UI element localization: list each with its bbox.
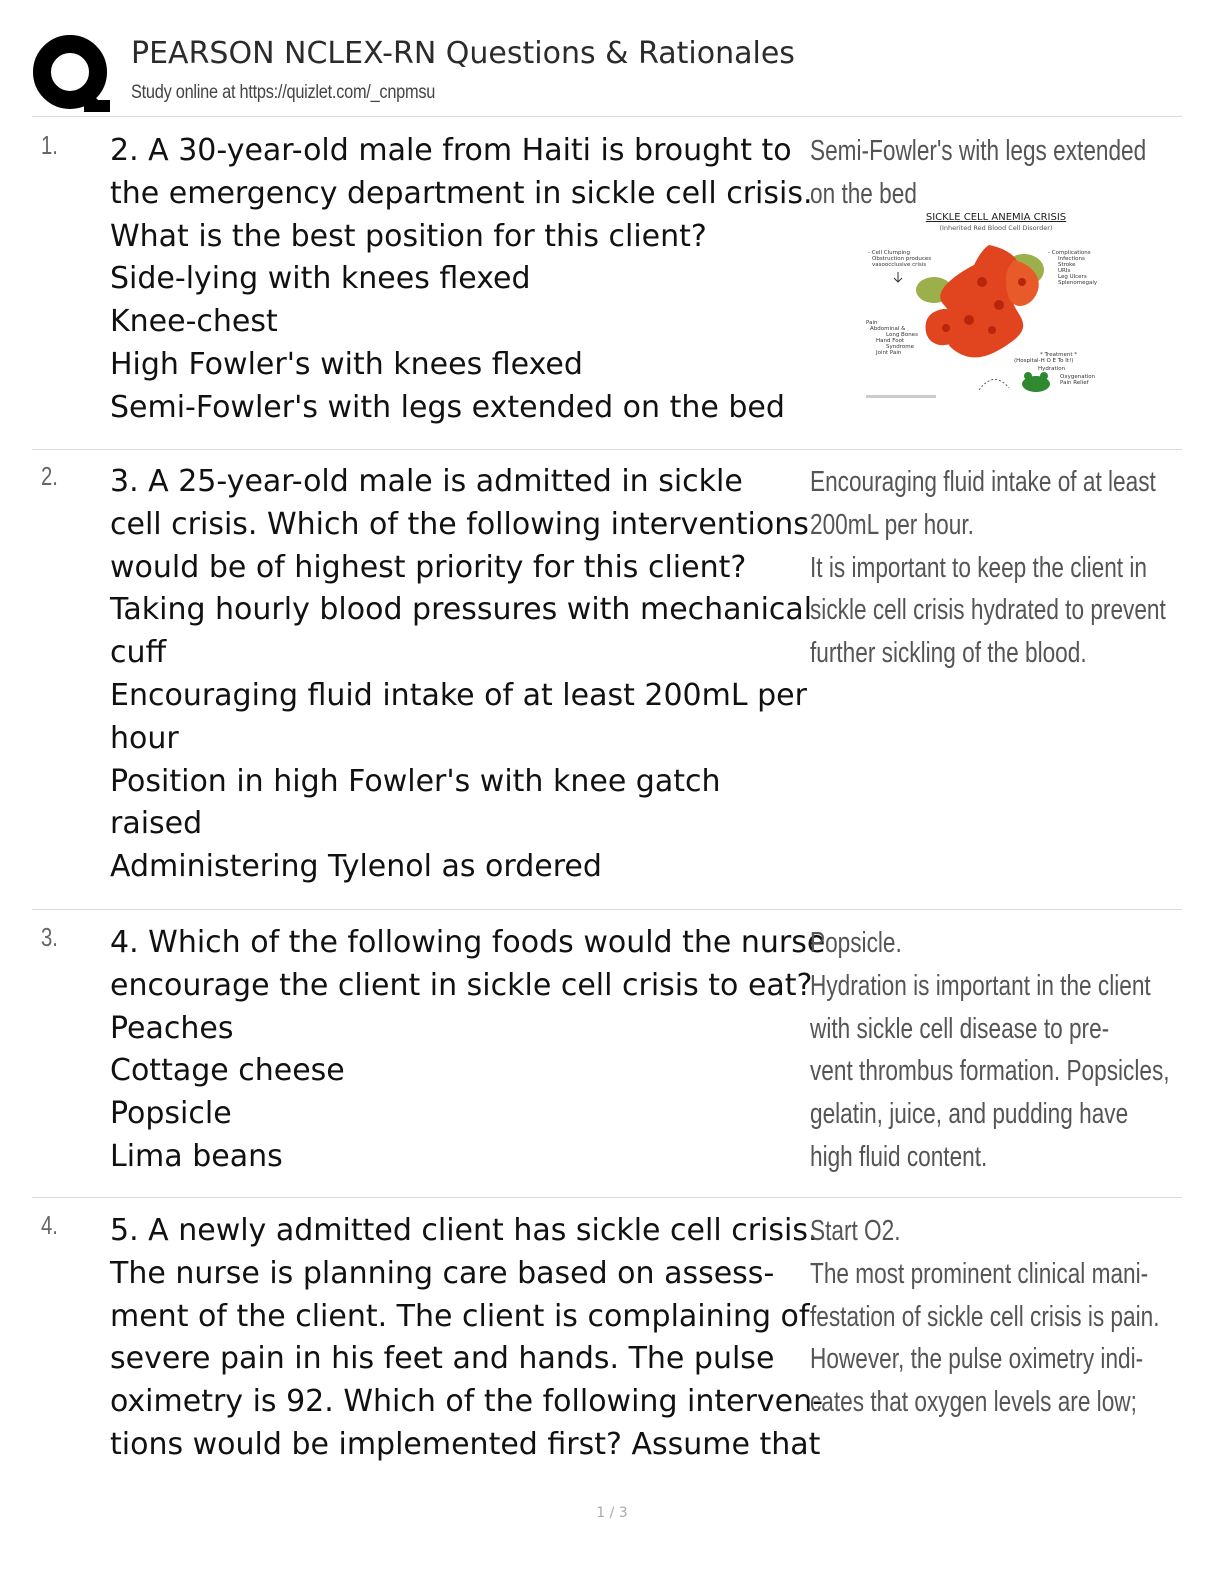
diagram-label: * Treatment * [1040, 352, 1077, 358]
study-link-text: Study online at https://quizlet.com/_cnpmsu [131, 82, 436, 103]
diagram-label: Pain Relief [1060, 380, 1089, 386]
term-line: hour [110, 720, 179, 756]
diagram-label: Syndrome [886, 344, 914, 350]
definition-line: gelatin, juice, and pudding have [810, 1098, 1129, 1131]
definition-line: 200mL per hour. [810, 508, 974, 541]
term-line: oximetry is 92. Which of the following interven- [110, 1384, 823, 1420]
diagram-label: Abdominal & [870, 326, 906, 332]
term-line: 4. Which of the following foods would the nurse [110, 925, 826, 960]
term-line: Taking hourly blood pressures with mechanical [110, 592, 813, 628]
diagram-label: Pain [866, 320, 878, 326]
term-line: Popsicle [110, 1096, 232, 1132]
term-line: 5. A newly admitted client has sickle cell crisis. [110, 1213, 818, 1248]
term-line: The nurse is planning care based on assess- [110, 1255, 775, 1291]
quizlet-logo-icon [32, 34, 112, 114]
definition-line: Semi-Fowler's with legs extended [810, 135, 1147, 167]
definition-line: festation of sickle cell crisis is pain. [810, 1300, 1160, 1333]
card-term [110, 461, 813, 889]
diagram-label: Hydration [1038, 366, 1066, 372]
diagram-label: URIs [1058, 268, 1071, 274]
flashcard-2 [32, 461, 1182, 901]
card-definition [810, 922, 1224, 1179]
card-number: 1. [41, 130, 58, 160]
term-line: Cottage cheese [110, 1053, 345, 1089]
card-number: 2. [41, 461, 58, 491]
flashcard-1 [32, 130, 1182, 438]
diagram-label: (Hospital-H O E To It!) [1014, 358, 1074, 364]
card-term [110, 922, 826, 1179]
diagram-label: Leg Ulcers [1058, 274, 1087, 280]
definition-line: further sickling of the blood. [810, 637, 1087, 670]
term-line: Knee-chest [110, 304, 278, 340]
card-number: 3. [41, 922, 58, 952]
definition-line: vent thrombus formation. Popsicles, [810, 1055, 1170, 1088]
term-line: Administering Tylenol as ordered [110, 849, 602, 885]
term-line: What is the best position for this client? [110, 218, 707, 254]
term-line: High Fowler's with knees flexed [110, 346, 583, 382]
term-line: Peaches [110, 1010, 234, 1046]
definition-line: However, the pulse oximetry indi- [810, 1343, 1144, 1376]
card-term [110, 1210, 823, 1467]
diagram-label: Obstruction produces [872, 256, 932, 262]
card-definition [810, 461, 1224, 675]
definition-line: on the bed [810, 177, 917, 210]
page-header [32, 30, 1192, 116]
definition-line: Encouraging fluid intake of at least [810, 466, 1156, 498]
definition-line: Hydration is important in the client [810, 969, 1151, 1002]
card-definition [810, 1210, 1224, 1424]
diagram-label: Splenomegaly [1058, 280, 1098, 286]
definition-line: It is important to keep the client in [810, 551, 1147, 584]
diagram-label: Joint Pain [876, 350, 902, 356]
term-line: Encouraging fluid intake of at least 200mL per [110, 677, 807, 713]
flashcard-4 [32, 1210, 1182, 1480]
term-line: cuff [110, 635, 167, 671]
term-line: encourage the client in sickle cell crisis to eat? [110, 967, 813, 1003]
definition-line: sickle cell crisis hydrated to prevent [810, 594, 1166, 627]
diagram-label: Infections [1058, 256, 1085, 262]
divider [32, 449, 1182, 450]
diagram-label: vasoocclusive crisis [872, 262, 927, 268]
term-line: Position in high Fowler's with knee gatch [110, 763, 721, 799]
term-line: 2. A 30-year-old male from Haiti is brought to [110, 133, 792, 168]
flashcard-3 [32, 922, 1182, 1188]
diagram-subtitle: (Inherited Red Blood Cell Disorder) [939, 224, 1053, 232]
definition-line: with sickle cell disease to pre- [810, 1012, 1110, 1045]
diagram-title: SICKLE CELL ANEMIA CRISIS [925, 212, 1067, 223]
frog-icon [1022, 372, 1050, 392]
term-line: would be of highest priority for this client? [110, 549, 747, 585]
divider [32, 909, 1182, 910]
sickle-cell-crisis-diagram [864, 210, 1114, 410]
term-line: 3. A 25-year-old male is admitted in sickle [110, 464, 743, 499]
term-line: tions would be implemented first? Assume that [110, 1426, 821, 1462]
definition-line: Popsicle. [810, 927, 902, 959]
card-definition [810, 130, 1224, 216]
diagram-label: - Cell Clumping [868, 250, 910, 256]
page-number: 1 / 3 [596, 1505, 628, 1521]
sickled-cells-illustration [916, 245, 1044, 357]
definition-line: high fluid content. [810, 1140, 988, 1173]
term-line: Semi-Fowler's with legs extended on the bed [110, 389, 785, 425]
term-line: ment of the client. The client is complaining of [110, 1298, 810, 1334]
term-line: raised [110, 806, 203, 842]
definition-line: cates that oxygen levels are low; [810, 1386, 1137, 1419]
diagram-label: - Complications [1048, 250, 1091, 256]
term-line: Side-lying with knees flexed [110, 261, 531, 297]
term-line: Lima beans [110, 1138, 283, 1174]
diagram-label: Oxygenation [1060, 374, 1096, 380]
diagram-label: Hand Foot [876, 338, 905, 344]
term-line: cell crisis. Which of the following interventions [110, 506, 809, 542]
definition-line: The most prominent clinical mani- [810, 1257, 1149, 1290]
term-line: the emergency department in sickle cell crisis. [110, 175, 813, 211]
card-number: 4. [41, 1210, 58, 1240]
divider [32, 116, 1182, 117]
term-line: severe pain in his feet and hands. The pulse [110, 1341, 775, 1377]
card-term [110, 130, 813, 430]
document-title: PEARSON NCLEX-RN Questions & Rationales [131, 36, 795, 71]
definition-line: Start O2. [810, 1215, 901, 1247]
diagram-label: Long Bones [886, 332, 918, 338]
divider [32, 1197, 1182, 1198]
diagram-label: Stroke [1058, 262, 1076, 268]
